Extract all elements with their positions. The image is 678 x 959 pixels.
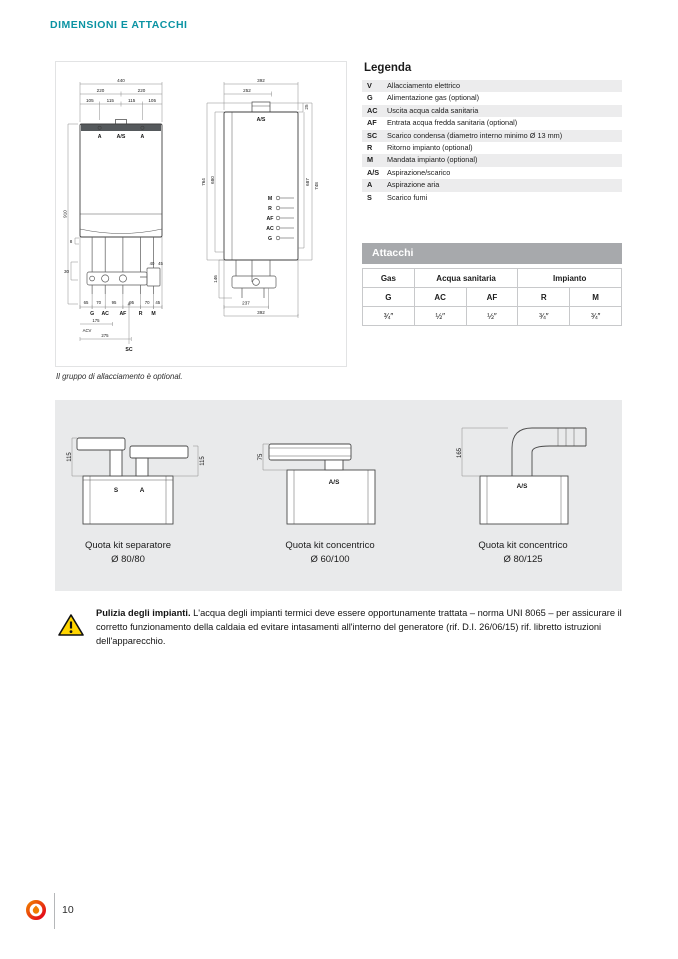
dim-252: 252 [243,88,251,93]
optional-note: Il gruppo di allacciamento è optional. [56,372,183,381]
col-impianto: Impianto [518,269,622,288]
attacchi-code-g: G [363,288,415,307]
legend-code: A/S [367,167,380,177]
legend-code: SC [367,130,378,140]
kit1-caption: Quota kit separatore [84,540,172,551]
legend-item [362,192,622,204]
label-m-side: M [267,196,273,202]
label-as-front: A/S [116,134,126,140]
label-m: M [151,311,156,317]
kit1-label-a: A [139,487,145,494]
label-r: R [138,311,143,317]
label-a-left: A [97,134,102,140]
dim-70-right: 70 [144,300,150,305]
attacchi-header: Attacchi [362,243,622,264]
label-ac: AC [101,311,109,317]
legend-title: Legenda [364,62,412,74]
col-acqua-sanitaria: Acqua sanitaria [414,269,518,288]
legend-item [362,80,622,92]
dim-237: 237 [242,300,250,306]
dim-40: 40 [149,261,155,266]
col-gas: Gas [363,269,415,288]
kit1-dim-right: 115 [200,456,206,466]
attacchi-code-ac: AC [414,288,466,307]
label-g: G [90,311,95,317]
dimensions-diagram-box [55,61,347,367]
dim-45: 45 [155,300,161,305]
dim-25: 25 [304,104,309,110]
kit-concentric-80-125 [443,420,603,565]
dim-175: 175 [92,318,100,323]
legend-item [362,154,622,166]
page-title: DIMENSIONI E ATTACCHI [50,19,188,31]
legend-label: Allacciamento elettrico [387,81,461,90]
kit-separator-80-80 [48,420,208,565]
legend-code: AC [367,105,378,115]
legend-label: Uscita acqua calda sanitaria [387,105,479,115]
side-view-group [232,260,276,298]
kit-concentric-60-100-drawing [250,420,410,530]
dim-910: 910 [62,210,68,218]
legend-code: R [367,142,373,152]
dim-8: 8 [69,239,73,244]
legend-item [362,167,622,179]
kit-concentric-60-100 [250,420,410,565]
dim-392-top: 392 [257,78,265,83]
legend-item [362,142,622,154]
footer-divider [54,893,55,929]
legend-code: A [367,180,373,190]
legend-label: Scarico fumi [387,192,428,202]
label-ac-side: AC [266,226,274,232]
page-number: 10 [62,904,74,916]
legend-code: S [367,192,372,202]
legend-item [362,130,622,142]
flue-kits-panel [55,400,622,591]
brand-logo [25,899,47,921]
kit2-label-as: A/S [328,479,340,486]
dim-30: 30 [63,269,70,274]
dim-105-right: 105 [148,98,157,103]
label-r-side: R [268,206,272,212]
dim-146: 146 [213,275,218,283]
legend-label: Scarico condensa (diametro interno minimo Ø 13 mm) [387,130,563,140]
legend-label: Aspirazione/scarico [387,167,451,177]
attacchi-size-af: ½″ [466,307,518,326]
legend-rows [362,80,622,204]
dim-220-right: 220 [137,88,146,93]
legend-item [362,117,622,129]
attacchi-size-m: ¾″ [570,307,622,326]
kit3-size: Ø 80/125 [503,554,543,565]
kit-separator-drawing [48,420,208,530]
legend-code: AF [367,118,377,128]
legend-item [362,105,622,117]
label-acv: ACV [82,328,92,333]
kit3-dim-left: 165 [457,447,463,459]
side-view-boiler [224,102,298,260]
legend-label: Alimentazione gas (optional) [387,93,480,103]
dim-105-left: 105 [85,98,94,103]
dim-275: 275 [101,333,109,338]
legend-panel [362,62,622,204]
legend-item [362,92,622,104]
attacchi-size-ac: ½″ [414,307,466,326]
warning-block [56,607,622,649]
dim-748: 748 [314,182,319,190]
kit3-caption: Quota kit concentrico [478,540,568,551]
legend-code: G [367,93,373,103]
kit2-caption: Quota kit concentrico [285,540,375,551]
dim-45-group: 45 [158,261,163,266]
legend-label: Entrata acqua fredda sanitaria (optional) [387,118,518,128]
dim-70-left: 70 [96,300,101,305]
kit1-size: Ø 80/80 [111,554,145,565]
attacchi-section [362,243,622,326]
label-sc: SC [125,347,133,353]
attacchi-table [362,268,622,326]
dim-95-left: 95 [111,300,117,305]
label-af: AF [119,311,127,317]
warning-triangle-icon [58,613,84,637]
warning-text [96,607,622,649]
dim-95-right: 95 [129,300,135,305]
kit-concentric-80-125-drawing [443,420,603,530]
legend-label: Aspirazione aria [387,180,440,190]
dim-680: 680 [210,176,215,184]
dim-65: 65 [83,300,89,305]
legend-label: Ritorno impianto (optional) [387,142,473,152]
kit2-dim-left: 75 [258,453,264,461]
label-af-side: AF [266,216,274,222]
kit2-size: Ø 60/100 [310,554,350,565]
boiler-dimensions-drawing [56,62,346,365]
dim-764: 764 [201,178,206,186]
attacchi-size-r: ¾″ [518,307,570,326]
attacchi-size-g: ¾″ [363,307,415,326]
warning-title: Pulizia degli impianti. [96,608,191,618]
legend-code: V [367,81,372,90]
label-g-side: G [267,236,273,242]
legend-code: M [367,155,374,165]
dim-687: 687 [305,178,310,186]
legend-label: Mandata impianto (optional) [387,155,478,165]
attacchi-code-af: AF [466,288,518,307]
label-a-right: A [140,134,145,140]
dim-115-left: 115 [106,98,114,103]
dim-440: 440 [117,78,125,83]
kit3-label-as: A/S [516,483,528,490]
kit1-label-s: S [113,487,119,494]
attacchi-code-r: R [518,288,570,307]
attacchi-code-m: M [570,288,622,307]
label-as-side: A/S [256,117,266,123]
dim-392-bottom: 392 [257,310,265,315]
legend-item [362,179,622,191]
kit1-dim-left: 115 [67,452,73,462]
warning-body: L'acqua degli impianti termici deve essere opportunamente trattata – norma UNI 8065 – per assicurare il corretto funzionamento della caldaia ed evitare intasamenti all'interno del generatore (rif. D.I. 26/06/15) rif. libretto istruzioni dell'apparecchio. [96,608,622,646]
dim-220-left: 220 [96,88,105,93]
dim-115-right: 115 [128,98,136,103]
